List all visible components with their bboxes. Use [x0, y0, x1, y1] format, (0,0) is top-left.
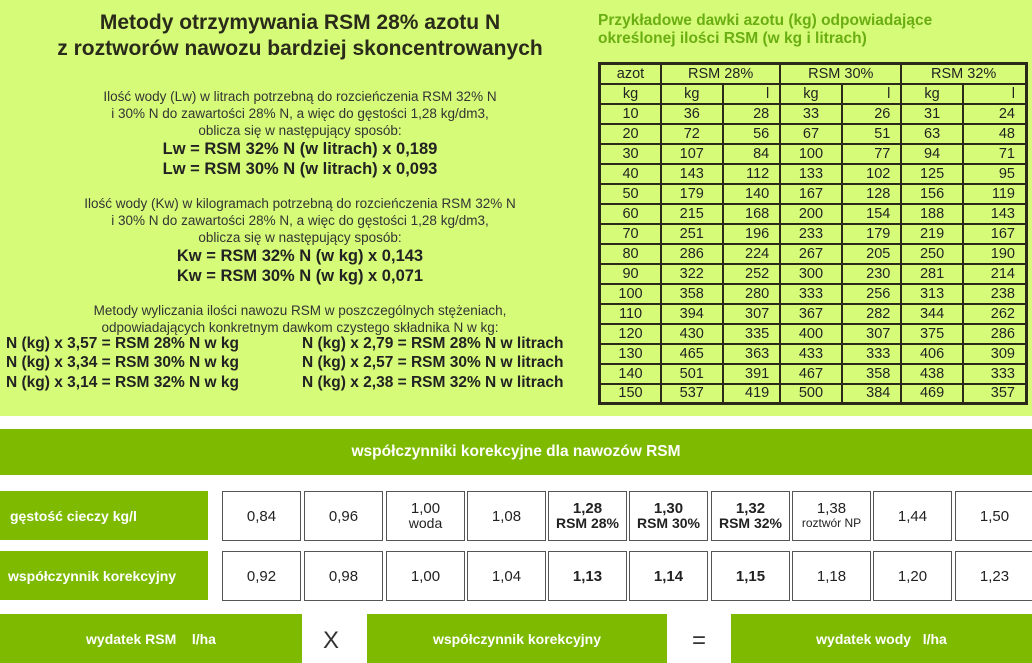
density-value: 1,30	[653, 500, 684, 517]
factor-cell: 1,18	[792, 551, 871, 601]
factor-cell: 1,23	[955, 551, 1032, 601]
dose-table-title: Przykładowe dawki azotu (kg) odpowiadające określonej ilości RSM (w kg i litrach)	[598, 12, 933, 47]
table-cell: 286	[963, 324, 1027, 344]
table-cell: 391	[723, 364, 781, 384]
table-cell: 406	[901, 344, 962, 364]
factor-cell: 0,92	[222, 551, 301, 601]
table-cell: 77	[842, 144, 902, 164]
table-cell: 167	[963, 224, 1027, 244]
table-cell: 188	[901, 204, 962, 224]
table-cell: 28	[723, 104, 781, 124]
table-cell: 196	[723, 224, 781, 244]
table-cell: 219	[901, 224, 962, 244]
table-cell: 333	[963, 364, 1027, 384]
table-cell: 140	[600, 364, 662, 384]
lw-section: Ilość wody (Lw) w litrach potrzebną do rozcieńczenia RSM 32% N i 30% N do zawartości 28% N, a więc do gęstości 1,28 kg/dm3, oblicza się w następujący sposób: Lw = RSM 32% N (w litrach) x 0,189 Lw = RSM 30% N (w litrach) x 0,093	[103, 89, 497, 178]
table-cell: 252	[723, 264, 781, 284]
table-cell: 214	[963, 264, 1027, 284]
table-cell: 51	[842, 124, 902, 144]
table-cell: 94	[901, 144, 962, 164]
table-cell: 357	[963, 384, 1027, 404]
table-cell: 230	[842, 264, 902, 284]
table-cell: 267	[780, 244, 841, 264]
table-cell: 313	[901, 284, 962, 304]
table-cell: 143	[963, 204, 1027, 224]
density-value: 1,32	[735, 500, 766, 517]
table-cell: 128	[842, 184, 902, 204]
density-cell	[548, 491, 627, 541]
density-note: RSM 32%	[718, 515, 783, 531]
table-cell: 250	[901, 244, 962, 264]
table-cell: 335	[723, 324, 781, 344]
method-row: N (kg) x 3,34 = RSM 30% N w kg N (kg) x 2,57 = RSM 30% N w litrach	[6, 354, 564, 371]
density-note: roztwór NP	[801, 516, 862, 530]
table-cell: 36	[661, 104, 722, 124]
table-cell: 419	[723, 384, 781, 404]
table-cell: 358	[661, 284, 722, 304]
density-value: 0,84	[246, 507, 277, 525]
table-cell: 130	[600, 344, 662, 364]
table-row	[600, 104, 1027, 124]
table-cell: 31	[901, 104, 962, 124]
density-cell	[467, 491, 546, 541]
density-cell	[386, 491, 465, 541]
density-cell	[629, 491, 708, 541]
factor-cell: 1,15	[711, 551, 790, 601]
table-cell: 500	[780, 384, 841, 404]
density-value: 1,38	[816, 500, 847, 517]
water-output-box: wydatek wody l/ha	[731, 614, 1032, 663]
table-cell: 84	[723, 144, 781, 164]
table-cell: 119	[963, 184, 1027, 204]
table-row	[600, 124, 1027, 144]
density-value: 1,00	[410, 500, 441, 517]
table-cell: 56	[723, 124, 781, 144]
density-cell	[955, 491, 1032, 541]
table-cell: 167	[780, 184, 841, 204]
factor-cell: 1,00	[386, 551, 465, 601]
table-cell: 300	[780, 264, 841, 284]
table-row	[600, 364, 1027, 384]
correction-title-bar: współczynniki korekcyjne dla nawozów RSM	[0, 429, 1032, 475]
table-cell: 133	[780, 164, 841, 184]
density-cell	[873, 491, 952, 541]
table-cell: 367	[780, 304, 841, 324]
table-cell: 125	[901, 164, 962, 184]
table-cell: 501	[661, 364, 722, 384]
table-cell: 150	[600, 384, 662, 404]
factor-box: współczynnik korekcyjny	[367, 614, 667, 663]
table-row	[600, 304, 1027, 324]
density-cell	[792, 491, 871, 541]
table-cell: 307	[842, 324, 902, 344]
table-cell: 154	[842, 204, 902, 224]
table-cell: 251	[661, 224, 722, 244]
table-row	[600, 224, 1027, 244]
table-cell: 70	[600, 224, 662, 244]
density-note: RSM 30%	[636, 515, 701, 531]
table-cell: 430	[661, 324, 722, 344]
table-cell: 102	[842, 164, 902, 184]
table-cell: 238	[963, 284, 1027, 304]
table-cell: 156	[901, 184, 962, 204]
table-row	[600, 204, 1027, 224]
table-cell: 30	[600, 144, 662, 164]
table-row	[600, 184, 1027, 204]
table-row	[600, 384, 1027, 404]
table-unit-row: kg kg l kg l kg l	[600, 84, 1027, 104]
density-value: 1,28	[572, 500, 603, 517]
table-cell: 107	[661, 144, 722, 164]
table-cell: 90	[600, 264, 662, 284]
table-row	[600, 164, 1027, 184]
methods-intro: Metody wyliczania ilości nawozu RSM w poszczególnych stężeniach, odpowiadających konkretnym dawkom czystego składnika N w kg:	[93, 303, 507, 335]
table-cell: 100	[600, 284, 662, 304]
table-cell: 344	[901, 304, 962, 324]
density-note: RSM 28%	[555, 515, 620, 531]
density-cell	[304, 491, 383, 541]
table-cell: 67	[780, 124, 841, 144]
table-cell: 200	[780, 204, 841, 224]
table-cell: 179	[842, 224, 902, 244]
table-cell: 20	[600, 124, 662, 144]
table-cell: 438	[901, 364, 962, 384]
table-cell: 190	[963, 244, 1027, 264]
table-cell: 72	[661, 124, 722, 144]
table-row	[600, 324, 1027, 344]
density-value: 1,08	[491, 507, 522, 525]
table-cell: 100	[780, 144, 841, 164]
table-cell: 143	[661, 164, 722, 184]
table-cell: 363	[723, 344, 781, 364]
table-cell: 71	[963, 144, 1027, 164]
density-cell	[222, 491, 301, 541]
multiply-sign: X	[323, 627, 340, 654]
factor-cell: 0,98	[304, 551, 383, 601]
table-cell: 262	[963, 304, 1027, 324]
table-cell: 40	[600, 164, 662, 184]
density-note: woda	[408, 515, 443, 531]
table-cell: 281	[901, 264, 962, 284]
table-cell: 112	[723, 164, 781, 184]
table-cell: 33	[780, 104, 841, 124]
table-cell: 205	[842, 244, 902, 264]
method-row: N (kg) x 3,57 = RSM 28% N w kg N (kg) x 2,79 = RSM 28% N w litrach	[6, 335, 564, 352]
method-row: N (kg) x 3,14 = RSM 32% N w kg N (kg) x 2,38 = RSM 32% N w litrach	[6, 374, 564, 391]
table-cell: 375	[901, 324, 962, 344]
density-value: 1,50	[979, 507, 1010, 525]
table-cell: 286	[661, 244, 722, 264]
table-cell: 469	[901, 384, 962, 404]
table-cell: 358	[842, 364, 902, 384]
density-label: gęstość cieczy kg/l	[0, 491, 208, 540]
table-cell: 50	[600, 184, 662, 204]
table-cell: 233	[780, 224, 841, 244]
table-row	[600, 144, 1027, 164]
table-row	[600, 284, 1027, 304]
table-cell: 467	[780, 364, 841, 384]
density-value: 1,44	[897, 507, 928, 525]
table-row	[600, 264, 1027, 284]
table-cell: 394	[661, 304, 722, 324]
table-cell: 256	[842, 284, 902, 304]
table-cell: 24	[963, 104, 1027, 124]
table-cell: 48	[963, 124, 1027, 144]
table-cell: 80	[600, 244, 662, 264]
table-cell: 537	[661, 384, 722, 404]
factor-cell: 1,13	[548, 551, 627, 601]
table-cell: 26	[842, 104, 902, 124]
table-cell: 280	[723, 284, 781, 304]
table-cell: 322	[661, 264, 722, 284]
density-value: 0,96	[328, 507, 359, 525]
table-row	[600, 344, 1027, 364]
density-cell	[711, 491, 790, 541]
table-cell: 179	[661, 184, 722, 204]
factor-label: współczynnik korekcyjny	[0, 551, 208, 600]
table-cell: 60	[600, 204, 662, 224]
table-cell: 307	[723, 304, 781, 324]
factor-cell: 1,04	[467, 551, 546, 601]
table-cell: 140	[723, 184, 781, 204]
table-cell: 10	[600, 104, 662, 124]
rsm-output-box: wydatek RSM l/ha	[0, 614, 302, 663]
table-cell: 224	[723, 244, 781, 264]
page-title: Metody otrzymywania RSM 28% azotu N z roztworów nawozu bardziej skoncentrowanych	[57, 11, 543, 60]
table-cell: 433	[780, 344, 841, 364]
table-cell: 465	[661, 344, 722, 364]
table-cell: 168	[723, 204, 781, 224]
table-cell: 384	[842, 384, 902, 404]
table-cell: 120	[600, 324, 662, 344]
table-row	[600, 244, 1027, 264]
table-cell: 309	[963, 344, 1027, 364]
table-cell: 110	[600, 304, 662, 324]
table-cell: 63	[901, 124, 962, 144]
table-cell: 400	[780, 324, 841, 344]
table-cell: 95	[963, 164, 1027, 184]
dose-table	[598, 62, 1028, 405]
table-header-row: azot RSM 28% RSM 30% RSM 32%	[600, 64, 1027, 84]
factor-cell: 1,14	[629, 551, 708, 601]
table-cell: 215	[661, 204, 722, 224]
factor-cell: 1,20	[873, 551, 952, 601]
table-cell: 333	[842, 344, 902, 364]
table-cell: 282	[842, 304, 902, 324]
table-cell: 333	[780, 284, 841, 304]
kw-section: Ilość wody (Kw) w kilogramach potrzebną do rozcieńczenia RSM 32% N i 30% N do zawartości 28% N, a więc do gęstości 1,28 kg/dm3, oblicza się w następujący sposób: Kw = RSM 32% N (w kg) x 0,143 Kw = RSM 30% N (w kg) x 0,071	[84, 196, 516, 285]
equals-sign: =	[692, 627, 707, 654]
